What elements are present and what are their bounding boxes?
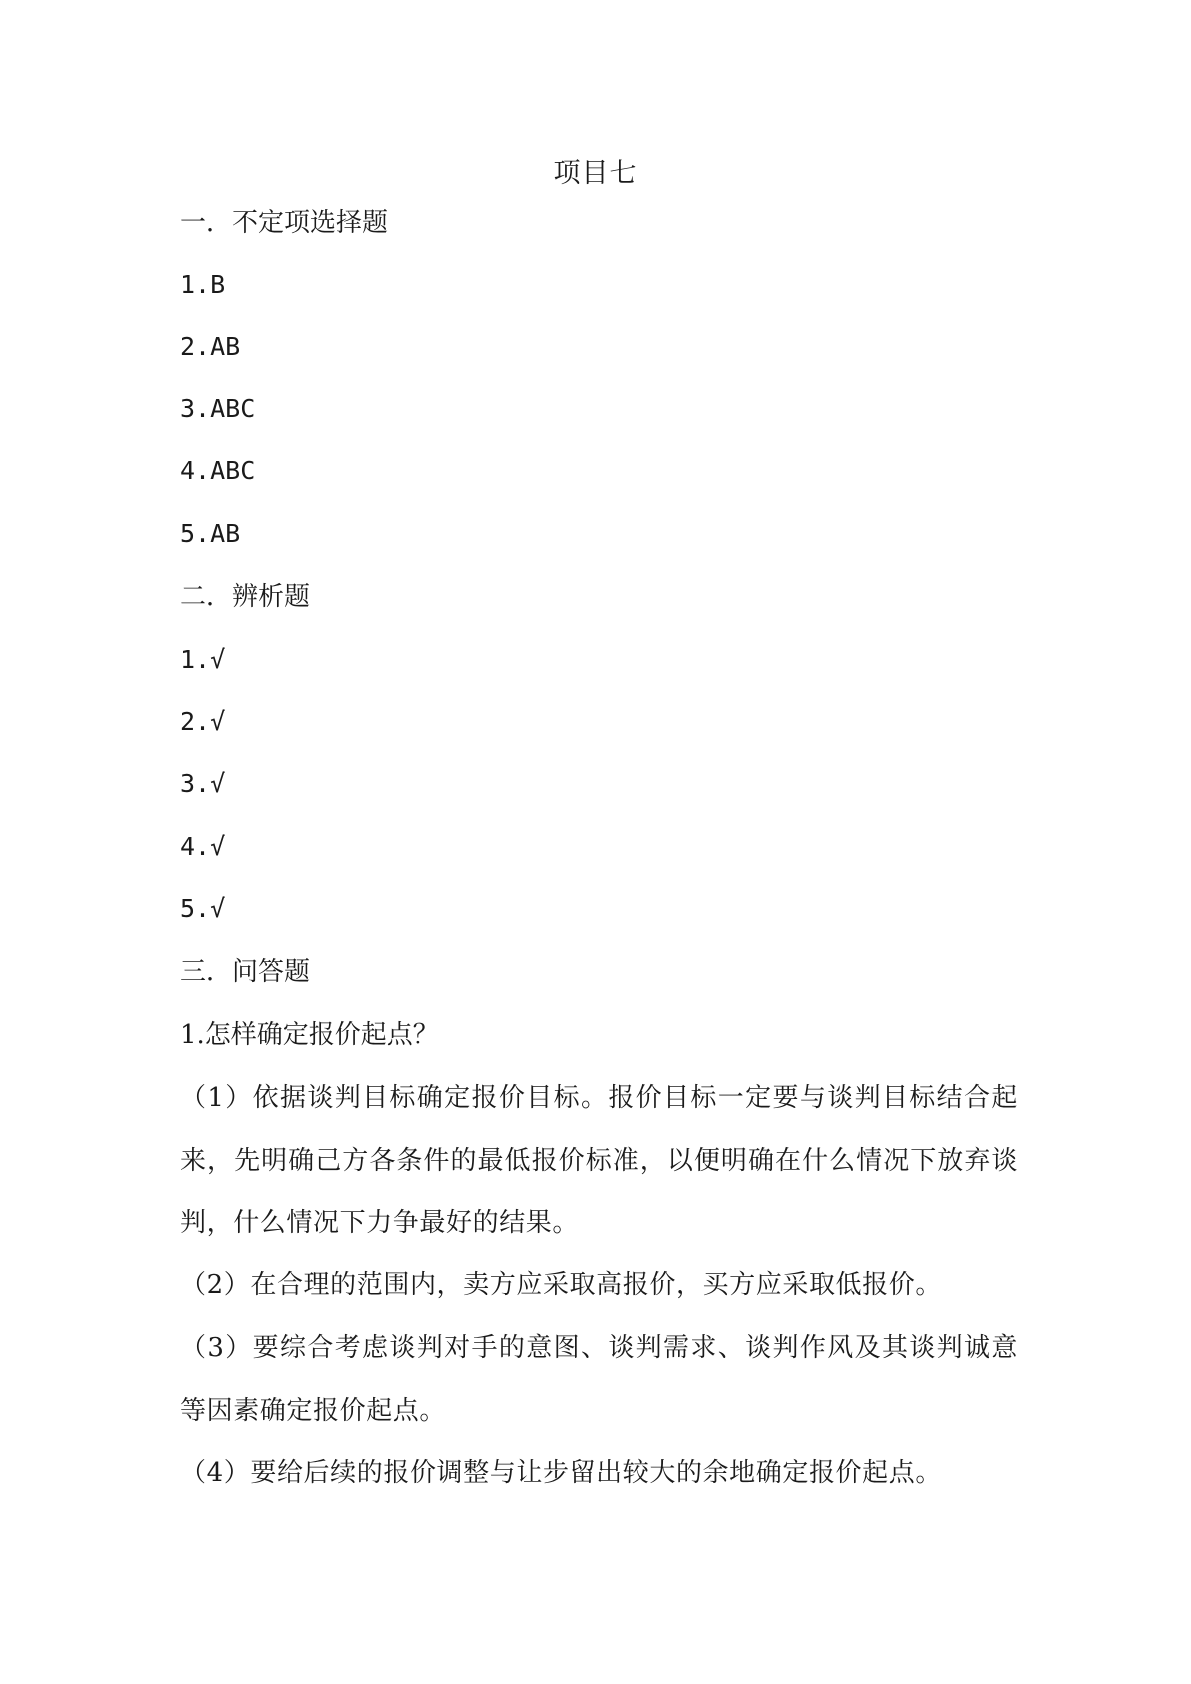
answer-paragraph: （2）在合理的范围内，卖方应采取高报价，买方应采取低报价。 [180, 1270, 942, 1300]
answer-item: 1.√ [180, 645, 226, 674]
answer-item: 3.ABC [180, 394, 256, 423]
answer-paragraph: （4）要给后续的报价调整与让步留出较大的余地确定报价起点。 [180, 1458, 942, 1488]
answer-item: 5.AB [180, 519, 241, 548]
answer-item: 5.√ [180, 894, 226, 923]
answer-item: 3.√ [180, 769, 226, 798]
answer-item: 2.√ [180, 707, 226, 736]
question-text: 1.怎样确定报价起点？ [180, 1020, 439, 1050]
section-heading-analysis: 二．辨析题 [180, 582, 311, 612]
section-heading-qa: 三．问答题 [180, 957, 311, 987]
answer-item: 2.AB [180, 332, 241, 361]
section-heading-multiple-choice: 一．不定项选择题 [180, 208, 389, 238]
answer-item: 4.√ [180, 832, 226, 861]
answer-item: 4.ABC [180, 456, 256, 485]
answer-paragraph: （3）要综合考虑谈判对手的意图、谈判需求、谈判作风及其谈判诚意等因素确定报价起点。 [180, 1333, 1018, 1426]
answer-item: 1.B [180, 270, 226, 299]
answer-paragraph: （1）依据谈判目标确定报价目标。报价目标一定要与谈判目标结合起来，先明确己方各条件的最低报价标准，以便明确在什么情况下放弃谈判，什么情况下力争最好的结果。 [180, 1083, 1018, 1238]
page-title: 项目七 [553, 158, 638, 189]
